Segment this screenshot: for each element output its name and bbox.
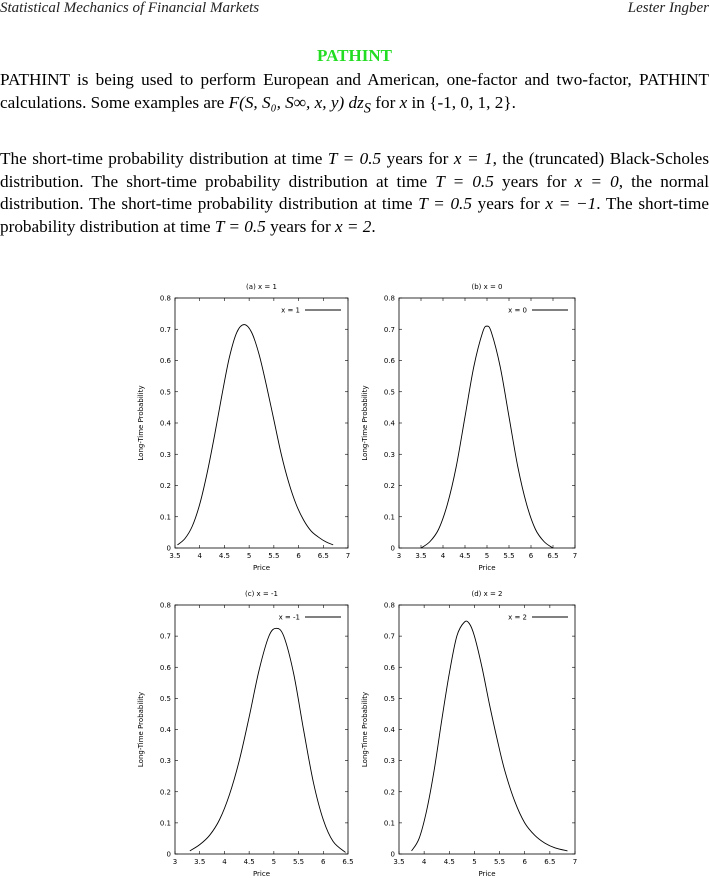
paragraph-descriptions xyxy=(0,148,709,238)
series-line xyxy=(421,326,553,548)
y-tick-label: 0.4 xyxy=(159,419,171,428)
x-tick-label: 4.5 xyxy=(243,858,255,866)
y-tick-label: 0.6 xyxy=(383,357,395,365)
y-tick-label: 0.2 xyxy=(159,788,171,797)
x-tick-label: 5.5 xyxy=(293,858,305,866)
running-header-author: Lester Ingber xyxy=(627,0,709,16)
desc-text: , the (truncated) Black-Scholes distribution. The short-time probability distribution at time xyxy=(0,149,709,191)
x-tick-label: 3 xyxy=(396,552,402,560)
chart-c xyxy=(125,585,357,878)
y-tick-label: 0.4 xyxy=(383,726,395,734)
y-tick-label: 0.1 xyxy=(383,513,395,522)
y-tick-label: 0.6 xyxy=(159,357,171,365)
x-tick-label: 6.5 xyxy=(547,552,559,560)
x-tick-label: 7 xyxy=(345,552,351,560)
x-tick-label: 7 xyxy=(572,858,578,866)
x-tick-label: 6.5 xyxy=(342,858,354,866)
desc-eq: x = 0 xyxy=(574,171,619,191)
x-axis-label: Price xyxy=(478,870,496,878)
y-tick-label: 0.6 xyxy=(159,663,171,672)
y-tick-label: 0 xyxy=(390,850,395,859)
y-tick-label: 0.5 xyxy=(159,388,171,397)
y-axis-label: Long-Time Probability xyxy=(137,691,145,768)
y-tick-label: 0.7 xyxy=(383,325,395,334)
intro-text-b: for xyxy=(370,92,400,112)
x-tick-label: 3.5 xyxy=(393,858,405,866)
x-axis-label: Price xyxy=(252,564,271,572)
y-tick-label: 0 xyxy=(166,850,171,859)
x-tick-label: 6 xyxy=(296,552,301,560)
y-tick-label: 0.3 xyxy=(383,450,395,459)
x-tick-label: 5.5 xyxy=(268,552,280,560)
plot-frame xyxy=(399,298,575,548)
y-tick-label: 0.5 xyxy=(383,388,395,397)
y-tick-label: 0.6 xyxy=(383,663,395,672)
x-tick-label: 6 xyxy=(522,858,527,866)
x-axis-label: Price xyxy=(252,870,271,878)
y-tick-label: 0.8 xyxy=(159,294,171,303)
y-axis-label: Long-Time Probability xyxy=(361,691,369,768)
y-tick-label: 0.5 xyxy=(383,694,395,703)
desc-eq: T = 0.5 xyxy=(435,171,494,191)
x-tick-label: 4.5 xyxy=(459,552,471,560)
desc-text: The short-time probability distribution at time xyxy=(0,149,328,168)
y-axis-label: Long-Time Probability xyxy=(361,385,369,461)
x-tick-label: 4 xyxy=(440,552,446,560)
y-tick-label: 0.5 xyxy=(159,694,171,703)
y-tick-label: 0.8 xyxy=(383,601,395,610)
y-tick-label: 0 xyxy=(390,544,395,553)
chart-title: (b) x = 0 xyxy=(471,283,503,291)
x-tick-label: 6 xyxy=(528,552,534,560)
y-tick-label: 0.1 xyxy=(159,513,171,522)
intro-formula: F(S, S₀, S∞, x, y) dz xyxy=(228,92,364,112)
running-header-title: Statistical Mechanics of Financial Markets xyxy=(0,0,260,16)
chart-title: (a) x = 1 xyxy=(246,283,277,291)
x-tick-label: 4 xyxy=(421,858,427,866)
y-tick-label: 0.1 xyxy=(159,819,171,828)
series-line xyxy=(190,628,346,852)
x-tick-label: 5 xyxy=(484,552,490,560)
legend-label: x = 2 xyxy=(508,613,527,622)
x-tick-label: 3.5 xyxy=(169,552,181,560)
x-tick-label: 6 xyxy=(321,858,326,866)
y-tick-label: 0.3 xyxy=(159,450,171,459)
x-tick-label: 4.5 xyxy=(218,552,230,560)
chart-b xyxy=(352,278,584,578)
paragraph-intro xyxy=(0,69,709,119)
chart-title: (d) x = 2 xyxy=(471,590,503,598)
y-tick-label: 0 xyxy=(166,544,171,553)
chart-d xyxy=(352,585,584,878)
x-tick-label: 5 xyxy=(246,552,252,560)
x-tick-label: 6.5 xyxy=(544,858,556,866)
desc-text: years for xyxy=(493,171,575,191)
y-tick-label: 0.3 xyxy=(159,757,171,766)
desc-eq: x = −1 xyxy=(545,194,597,213)
y-tick-label: 0.2 xyxy=(383,788,395,797)
intro-formula-sub: S xyxy=(363,99,371,116)
desc-eq: T = 0.5 xyxy=(327,149,382,168)
y-tick-label: 0.8 xyxy=(159,601,171,610)
y-axis-label: Long-Time Probability xyxy=(137,385,145,461)
y-tick-label: 0.7 xyxy=(159,325,171,334)
desc-text: years for xyxy=(471,194,546,213)
intro-var-x: x xyxy=(399,92,408,112)
y-tick-label: 0.3 xyxy=(383,757,395,766)
x-tick-label: 5.5 xyxy=(503,552,515,560)
desc-text: years for xyxy=(381,149,454,168)
desc-text: , the normal distribution. The short-time probability distribution at time xyxy=(0,171,709,213)
chart-a xyxy=(125,278,357,578)
y-tick-label: 0.2 xyxy=(159,482,171,490)
x-tick-label: 3.5 xyxy=(194,858,206,866)
x-tick-label: 5.5 xyxy=(494,858,506,866)
desc-eq: x = 1 xyxy=(453,149,493,168)
y-tick-label: 0.7 xyxy=(383,632,395,641)
x-tick-label: 5 xyxy=(271,858,277,866)
x-tick-label: 4 xyxy=(197,552,202,560)
plot-frame xyxy=(175,298,348,548)
y-tick-label: 0.4 xyxy=(383,419,395,428)
x-tick-label: 3 xyxy=(172,858,178,866)
x-axis-label: Price xyxy=(478,564,496,572)
section-title: PATHINT xyxy=(317,46,392,65)
x-tick-label: 4.5 xyxy=(443,858,455,866)
x-tick-label: 5 xyxy=(472,858,477,866)
desc-text: years for xyxy=(265,216,335,236)
desc-eq: x = 2 xyxy=(334,216,372,236)
desc-eq: T = 0.5 xyxy=(214,216,266,236)
y-tick-label: 0.4 xyxy=(159,726,171,734)
legend-label: x = -1 xyxy=(278,613,300,622)
desc-text: . xyxy=(371,216,376,236)
y-tick-label: 0.7 xyxy=(159,632,171,641)
y-tick-label: 0.2 xyxy=(383,482,395,490)
y-tick-label: 0.8 xyxy=(383,294,395,303)
intro-text-c: in {-1, 0, 1, 2}. xyxy=(407,92,516,112)
x-tick-label: 6.5 xyxy=(317,552,329,560)
x-tick-label: 7 xyxy=(572,552,578,560)
series-line xyxy=(177,325,333,545)
y-tick-label: 0.1 xyxy=(383,819,395,828)
intro-text-a: PATHINT is being used to perform European and American, one-factor and two-factor, PATHINT calculations. Some examples are xyxy=(0,70,709,112)
desc-eq: T = 0.5 xyxy=(418,194,472,213)
chart-title: (c) x = -1 xyxy=(245,590,278,598)
x-tick-label: 3.5 xyxy=(415,552,427,560)
x-tick-label: 4 xyxy=(222,858,227,866)
legend-label: x = 0 xyxy=(508,306,527,315)
series-line xyxy=(412,621,568,851)
desc-text: . The short-time probability distribution at time xyxy=(0,194,709,236)
legend-label: x = 1 xyxy=(281,306,300,315)
